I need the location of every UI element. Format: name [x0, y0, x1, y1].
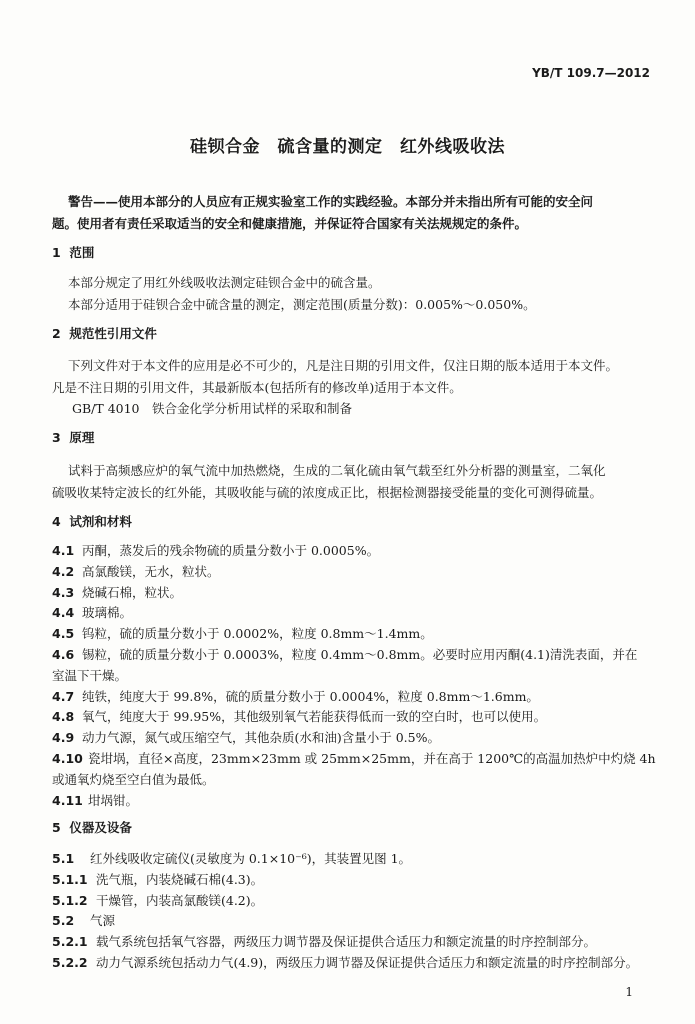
- list-item: [52, 563, 220, 579]
- item-text: 丙酮，蒸发后的残余物硫的质量分数小于 0.0005%。: [82, 543, 380, 558]
- paragraph: 试料于高频感应炉的氧气流中加热燃烧，生成的二氧化硫由氧气载至红外分析器的测量室，二氧化: [68, 463, 606, 478]
- list-item: [52, 628, 433, 641]
- list-item: [52, 649, 637, 662]
- list-item: [52, 892, 264, 908]
- item-text-continuation: 室温下干燥。: [52, 667, 128, 683]
- item-number: 4.1: [52, 543, 75, 558]
- page-number: 1: [625, 985, 633, 999]
- paragraph: 本部分适用于硅钡合金中硫含量的测定，测定范围(质量分数)：0.005%～0.050%。: [68, 297, 536, 312]
- item-text: 瓷坩埚，直径×高度，23mm×23mm 或 25mm×25mm，并在高于 1200℃的高温加热炉中灼烧 4h: [88, 751, 656, 766]
- normative-reference: GB/T 4010 铁合金化学分析用试样的采取和制备: [72, 401, 353, 416]
- item-text: 烧碱石棉，粒状。: [82, 584, 183, 600]
- item-text: 载气系统包括氧气容器，两级压力调节器及保证提供合适压力和额定流量的时序控制部分。: [96, 934, 597, 950]
- section-title: 原理: [69, 430, 95, 445]
- paragraph: 硫吸收某特定波长的红外能，其吸收能与硫的浓度成正比，根据检测器接受能量的变化可测得硫量。: [52, 485, 603, 500]
- item-number: 4.5: [52, 626, 75, 642]
- warning-line-1: 警告——使用本部分的人员应有正规实验室工作的实践经验。本部分并未指出所有可能的安全问: [68, 194, 594, 209]
- list-item: [52, 871, 264, 887]
- section-title: 试剂和材料: [69, 514, 132, 529]
- item-text: 红外线吸收定硫仪(灵敏度为 0.1×10⁻⁶)，其装置见图 1。: [90, 851, 412, 866]
- item-number: 5.1.2: [52, 892, 88, 908]
- warning-line-2: 题。使用者有责任采取适当的安全和健康措施，并保证符合国家有关法规规定的条件。: [52, 216, 528, 231]
- item-number: 4.8: [52, 709, 75, 725]
- item-number: 4.2: [52, 563, 75, 579]
- section-title: 仪器及设备: [69, 820, 132, 835]
- item-number: 4.9: [52, 730, 75, 746]
- paragraph: 下列文件对于本文件的应用是必不可少的，凡是注日期的引用文件，仅注日期的版本适用于本文件。: [68, 358, 619, 373]
- list-item: [52, 753, 656, 766]
- list-item: [52, 688, 539, 704]
- item-number: 5.1.1: [52, 871, 88, 887]
- section-5-heading: [52, 822, 132, 835]
- item-number: 4.6: [52, 647, 75, 662]
- list-item: [52, 957, 638, 970]
- item-text: 动力气源，氮气或压缩空气，其他杂质(水和油)含量小于 0.5%。: [82, 730, 440, 746]
- standard-code: YB/T 109.7—2012: [532, 66, 650, 80]
- section-title: 范围: [69, 245, 95, 260]
- document-title: 硅钡合金 硫含量的测定 红外线吸收法: [190, 137, 505, 157]
- paragraph: 本部分规定了用红外线吸收法测定硅钡合金中的硫含量。: [68, 275, 381, 290]
- item-number: 4.3: [52, 584, 75, 600]
- paragraph: 凡是不注日期的引用文件，其最新版本(包括所有的修改单)适用于本文件。: [52, 380, 462, 395]
- section-number: 2: [52, 326, 61, 341]
- item-number: 4.10: [52, 751, 83, 766]
- list-item: [52, 732, 440, 745]
- section-1-heading: [52, 247, 94, 260]
- list-item: [52, 936, 596, 949]
- item-number: 5.2.2: [52, 955, 88, 970]
- list-item: [52, 584, 183, 600]
- section-title: 规范性引用文件: [69, 326, 157, 341]
- list-item: [52, 915, 115, 928]
- list-item: [52, 792, 139, 808]
- item-text-continuation: 或通氧灼烧至空白值为最低。: [52, 771, 215, 787]
- item-text: 氧气，纯度大于 99.95%，其他级别氧气若能获得低而一致的空白时，也可以使用。: [82, 709, 547, 725]
- section-number: 5: [52, 820, 61, 835]
- item-text: 洗气瓶，内装烧碱石棉(4.3)。: [96, 871, 264, 887]
- list-item: [52, 711, 546, 724]
- section-number: 4: [52, 514, 61, 529]
- item-text: 钨粒，硫的质量分数小于 0.0002%，粒度 0.8mm～1.4mm。: [82, 626, 433, 642]
- item-text: 玻璃棉。: [82, 605, 133, 621]
- item-text: 干燥管，内装高氯酸镁(4.2)。: [96, 892, 264, 908]
- item-number: 5.2: [52, 913, 75, 929]
- list-item: [52, 607, 132, 620]
- item-number: 4.4: [52, 605, 75, 621]
- section-4-heading: [52, 516, 132, 529]
- item-text: 气源: [90, 913, 116, 929]
- item-text: 纯铁，纯度大于 99.8%，硫的质量分数小于 0.0004%，粒度 0.8mm～1.6mm。: [82, 688, 539, 704]
- list-item: [52, 545, 379, 558]
- item-text: 锡粒，硫的质量分数小于 0.0003%，粒度 0.4mm～0.8mm。必要时应用丙酮(4.1)清洗表面，并在: [82, 647, 638, 662]
- item-number: 4.7: [52, 688, 75, 704]
- item-text: 动力气源系统包括动力气(4.9)，两级压力调节器及保证提供合适压力和额定流量的时序控制部分。: [96, 955, 639, 970]
- list-item: [52, 853, 411, 866]
- item-text: 坩埚钳。: [88, 792, 139, 808]
- section-number: 3: [52, 430, 61, 445]
- section-number: 1: [52, 245, 61, 260]
- section-2-heading: [52, 328, 157, 341]
- item-text: 高氯酸镁，无水，粒状。: [82, 563, 220, 579]
- section-3-heading: [52, 432, 94, 445]
- item-number: 5.1: [52, 851, 75, 866]
- item-number: 5.2.1: [52, 934, 88, 950]
- item-number: 4.11: [52, 792, 83, 808]
